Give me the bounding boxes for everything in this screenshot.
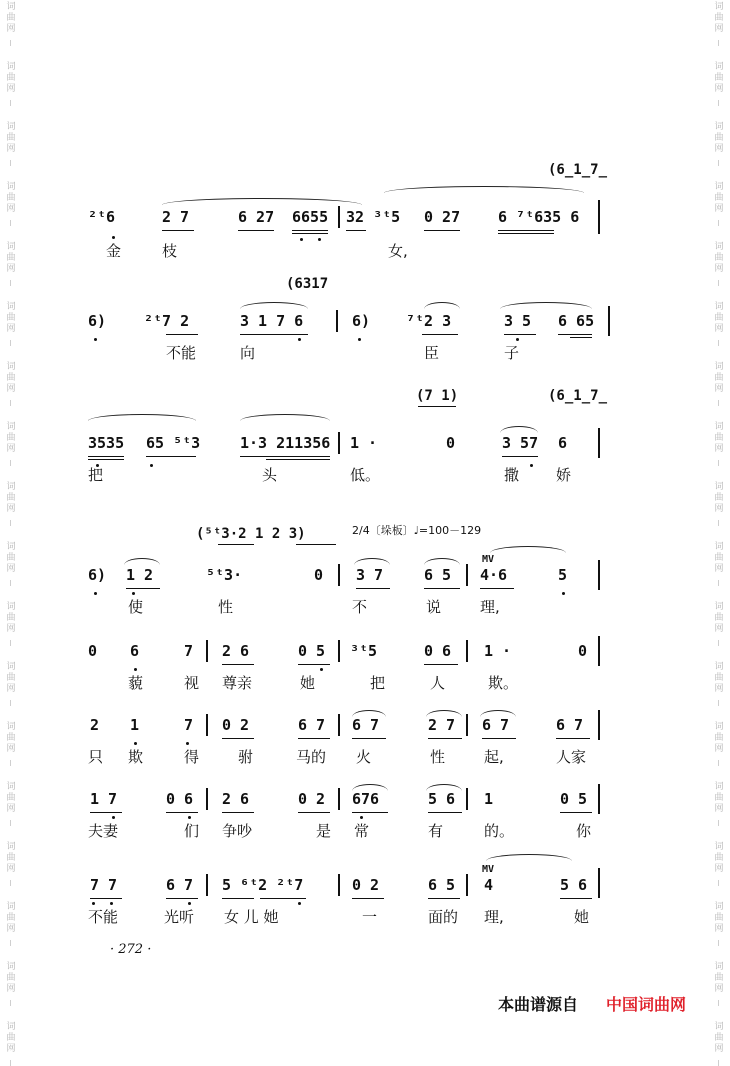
octave-dot (112, 236, 115, 239)
octave-dot (300, 238, 303, 241)
lyric: 面的 (428, 908, 459, 926)
underline (424, 588, 460, 589)
barline (598, 200, 600, 234)
score-line-1 (0, 160, 730, 260)
underline (482, 738, 516, 739)
watermark-text: 词 曲 网 (714, 482, 724, 514)
pre-figure: (6̲1̲7̲ (548, 388, 608, 404)
watermark-text: 词 曲 网 (714, 122, 724, 154)
barline (206, 640, 208, 662)
barline (466, 714, 468, 736)
watermark-text: 词 曲 网 (6, 962, 16, 994)
score-line-4 (0, 516, 730, 616)
underline (88, 459, 124, 460)
note-group: 6 65 (558, 312, 595, 330)
slur (384, 186, 584, 193)
underline (222, 738, 254, 739)
watermark-text: 词 曲 网 (6, 62, 16, 94)
note-group: 0 (88, 642, 98, 660)
underline (296, 544, 336, 545)
lyric: 是 (316, 822, 332, 840)
note-group: 3 5 (504, 312, 532, 330)
watermark-text: 词 曲 网 (714, 782, 724, 814)
barline (338, 206, 340, 228)
lyric: 她 (300, 674, 316, 692)
lyric: 说 (426, 598, 442, 616)
underline (560, 812, 592, 813)
lyric: 把 (88, 466, 104, 484)
underline (556, 738, 590, 739)
lyric: 把 (370, 674, 386, 692)
underline (558, 334, 592, 335)
underline (498, 230, 554, 231)
note-group: 6 (558, 434, 568, 452)
octave-dot (298, 902, 301, 905)
barline (338, 432, 340, 454)
lyric: 臣 (424, 344, 440, 362)
watermark-dash (718, 40, 719, 46)
lyric: 子 (504, 344, 520, 362)
underline (480, 588, 514, 589)
note-group: 6 7 (166, 876, 194, 894)
note-group: 0 (446, 434, 456, 452)
note-group: 0 (578, 642, 588, 660)
barline (598, 710, 600, 740)
watermark-dash (10, 1060, 11, 1066)
octave-dot (562, 592, 565, 595)
watermark-text: 词 曲 网 (6, 1022, 16, 1054)
lyric: 欺。 (488, 674, 519, 692)
note-group: ⁵ᵗ3· (206, 566, 243, 584)
underline (422, 334, 458, 335)
underline (238, 230, 274, 231)
note-group: 1 2 (126, 566, 154, 584)
note-group: 3535 (88, 434, 125, 452)
note-group: 5 6 (560, 876, 588, 894)
note-group: 6) (352, 312, 371, 330)
barline (338, 788, 340, 810)
note-group: 6 (130, 642, 140, 660)
note-group: 0 (314, 566, 324, 584)
pre-figure: (⁵ᵗ3·2 1 2 3) (196, 526, 306, 542)
slur (486, 854, 572, 861)
octave-dot (94, 338, 97, 341)
lyric: 尊亲 (222, 674, 253, 692)
note-group: 4 (484, 876, 494, 894)
note-group: 6 ⁷ᵗ635 6 (498, 208, 580, 226)
lyric: 视 (184, 674, 200, 692)
underline (428, 812, 462, 813)
lyric: 使 (128, 598, 144, 616)
barline (598, 868, 600, 898)
watermark-text: 词 曲 网 (714, 422, 724, 454)
barline (336, 310, 338, 332)
note-group: ³ᵗ5 (350, 642, 378, 660)
score-line-2 (0, 272, 730, 372)
barline (608, 306, 610, 336)
underline (88, 456, 124, 457)
lyric: 性 (218, 598, 234, 616)
barline (466, 640, 468, 662)
lyric: 低。 (350, 466, 381, 484)
watermark-text: 词 曲 网 (6, 242, 16, 274)
octave-dot (132, 592, 135, 595)
barline (206, 788, 208, 810)
note-group: 7 (184, 716, 194, 734)
watermark-text: 词 曲 网 (6, 362, 16, 394)
pre-figure: (6̲1̲7̲ (548, 162, 608, 178)
underline (90, 898, 122, 899)
underline (292, 230, 328, 231)
lyric: 金 (106, 242, 122, 260)
octave-dot (94, 592, 97, 595)
lyric: 人 (430, 674, 446, 692)
underline (222, 898, 254, 899)
underline (424, 664, 458, 665)
underline (222, 664, 254, 665)
watermark-text: 词 曲 网 (6, 422, 16, 454)
watermark-dash (10, 40, 11, 46)
lyric: 你 (576, 822, 592, 840)
lyric: 娇 (556, 466, 572, 484)
note-group: 3 57 (502, 434, 539, 452)
note-group: 6) (88, 312, 107, 330)
lyric: 头 (262, 466, 278, 484)
note-group: 1 (484, 790, 494, 808)
note-group: 0 5 (298, 642, 326, 660)
barline (466, 788, 468, 810)
octave-dot (110, 902, 113, 905)
lyric: 常 (354, 822, 370, 840)
note-group: 5 6 (428, 790, 456, 808)
watermark-text: 词 曲 网 (6, 722, 16, 754)
note-group: 7 7 (90, 876, 118, 894)
watermark-text: 词 曲 网 (6, 542, 16, 574)
note-group: 6 5 (424, 566, 452, 584)
watermark-text: 词 曲 网 (6, 842, 16, 874)
watermark-text: 词 曲 网 (6, 182, 16, 214)
octave-dot (320, 668, 323, 671)
note-group: 6 7 (482, 716, 510, 734)
score-line-3 (0, 384, 730, 484)
mv-mark: MV (482, 864, 495, 875)
lyric: 起, (484, 748, 504, 766)
barline (598, 560, 600, 590)
barline (598, 784, 600, 814)
underline (298, 812, 330, 813)
lyric: 枝 (162, 242, 178, 260)
watermark-text: 词 曲 网 (714, 182, 724, 214)
underline (166, 334, 198, 335)
octave-dot (360, 816, 363, 819)
slur (124, 558, 160, 565)
note-group: 7 (184, 642, 194, 660)
underline (570, 337, 592, 338)
octave-dot (188, 902, 191, 905)
lyric: 撒 (504, 466, 520, 484)
barline (598, 428, 600, 458)
watermark-text: 词 曲 网 (6, 302, 16, 334)
footer-source-label: 本曲谱源自 (498, 995, 579, 1014)
octave-dot (134, 742, 137, 745)
note-group: 0 2 (222, 716, 250, 734)
underline (266, 459, 330, 460)
underline (428, 738, 462, 739)
watermark-text: 词 曲 网 (6, 2, 16, 34)
slur (240, 302, 308, 309)
note-group: 0 27 (424, 208, 461, 226)
underline (146, 456, 196, 457)
note-group: 4·6 (480, 566, 508, 584)
barline (466, 564, 468, 586)
underline (90, 812, 122, 813)
watermark-text: 词 曲 网 (6, 122, 16, 154)
note-group: ⁷ᵗ2 3 (406, 312, 452, 330)
watermark-text: 词 曲 网 (714, 1022, 724, 1054)
lyric: 理, (480, 598, 500, 616)
watermark-dash (718, 1000, 719, 1006)
underline (424, 230, 460, 231)
watermark-text: 词 曲 网 (714, 602, 724, 634)
octave-dot (358, 338, 361, 341)
underline (418, 406, 456, 407)
barline (206, 874, 208, 896)
page-number: · 272 · (110, 942, 152, 957)
note-group: 0 2 (298, 790, 326, 808)
pre-figure: (7 1) (416, 388, 459, 404)
lyric: 只 (88, 748, 104, 766)
underline (560, 898, 592, 899)
barline (206, 714, 208, 736)
underline (298, 664, 330, 665)
note-group: 2 7 (162, 208, 190, 226)
note-group: 6 7 (556, 716, 584, 734)
lyric: 不能 (88, 908, 119, 926)
watermark-text: 词 曲 网 (714, 362, 724, 394)
watermark-text: 词 曲 网 (714, 242, 724, 274)
watermark-text: 词 曲 网 (714, 722, 724, 754)
lyric: 火 (356, 748, 372, 766)
watermark-text: 词 曲 网 (714, 542, 724, 574)
lyric: 性 (430, 748, 446, 766)
lyric: 夫妻 (88, 822, 119, 840)
barline (338, 640, 340, 662)
barline (466, 874, 468, 896)
underline (222, 812, 254, 813)
score-line-7 (0, 778, 730, 848)
score-line-6 (0, 704, 730, 774)
underline (260, 898, 306, 899)
note-group: 1 · (350, 434, 378, 452)
octave-dot (112, 816, 115, 819)
lyric: 光听 (164, 908, 195, 926)
note-group: 32 ³ᵗ5 (346, 208, 401, 226)
octave-dot (188, 816, 191, 819)
underline (352, 738, 386, 739)
watermark-dash (718, 940, 719, 946)
tempo-marking: 2/4〔垛板〕♩=100－129 (352, 524, 482, 537)
note-group: 6) (88, 566, 107, 584)
lyric: 向 (240, 344, 256, 362)
note-group: 6655 (292, 208, 329, 226)
watermark-text: 词 曲 网 (714, 2, 724, 34)
lyric: 的。 (484, 822, 515, 840)
note-group: 1 7 (90, 790, 118, 808)
watermark-dash (718, 1060, 719, 1066)
slur (424, 302, 460, 309)
underline (240, 334, 308, 335)
lyric: 马的 (296, 748, 327, 766)
underline (162, 230, 194, 231)
underline (502, 456, 538, 457)
lyric: 一 (362, 908, 378, 926)
note-group: 0 6 (166, 790, 194, 808)
note-group: 1 (130, 716, 140, 734)
slur (88, 414, 196, 421)
note-group: 2 6 (222, 642, 250, 660)
note-group: 0 2 (352, 876, 380, 894)
note-group: 5 ⁶ᵗ2 ²ᵗ7 (222, 876, 304, 894)
underline (166, 898, 198, 899)
lyric: 藐 (128, 674, 144, 692)
slur (490, 546, 566, 553)
note-group: 0 5 (560, 790, 588, 808)
lyric: 理, (484, 908, 504, 926)
lyric: 欺 (128, 748, 144, 766)
underline (292, 233, 328, 234)
underline (352, 898, 384, 899)
underline (352, 812, 388, 813)
watermark-text: 词 曲 网 (6, 482, 16, 514)
note-group: 6 7 (298, 716, 326, 734)
note-group: 1 · (484, 642, 512, 660)
octave-dot (530, 464, 533, 467)
watermark-text: 词 曲 网 (714, 662, 724, 694)
slur (162, 198, 362, 205)
note-group: 2 6 (222, 790, 250, 808)
note-group: 5 (558, 566, 568, 584)
note-group: 2 7 (428, 716, 456, 734)
note-group: 6 27 (238, 208, 275, 226)
note-group: ²ᵗ6 (88, 208, 116, 226)
lyric: 不 (352, 598, 368, 616)
watermark-dash (10, 940, 11, 946)
note-group: 6 5 (428, 876, 456, 894)
barline (338, 564, 340, 586)
lyric: 争吵 (222, 822, 253, 840)
note-group: 3 1 7 6 (240, 312, 304, 330)
slur (240, 414, 330, 421)
note-group: ²ᵗ7 2 (144, 312, 190, 330)
lyric: 人家 (556, 748, 587, 766)
watermark-dash (10, 100, 11, 106)
underline (166, 812, 198, 813)
barline (338, 714, 340, 736)
note-group: 2 (90, 716, 100, 734)
underline (428, 898, 460, 899)
note-group: 65 ⁵ᵗ3 (146, 434, 201, 452)
slur (424, 558, 460, 565)
lyric: 驸 (238, 748, 254, 766)
lyric: 她 (574, 908, 590, 926)
octave-dot (186, 742, 189, 745)
note-group: 3 7 (356, 566, 384, 584)
note-group: 6 7 (352, 716, 380, 734)
lyric: 女, (388, 242, 408, 260)
mv-mark: MV (482, 554, 495, 565)
octave-dot (298, 338, 301, 341)
lyric: 不能 (166, 344, 197, 362)
octave-dot (92, 902, 95, 905)
underline (240, 456, 330, 457)
watermark-dash (718, 100, 719, 106)
watermark-text: 词 曲 网 (714, 962, 724, 994)
watermark-text: 词 曲 网 (714, 62, 724, 94)
slur (500, 302, 592, 309)
slur (354, 558, 390, 565)
slur (500, 426, 538, 433)
pre-figure: (6317 (286, 276, 329, 292)
watermark-text: 词 曲 网 (6, 662, 16, 694)
footer-site-link[interactable]: 中国词曲网 (606, 995, 687, 1014)
watermark-text: 词 曲 网 (714, 302, 724, 334)
note-group: 676 (352, 790, 380, 808)
watermark-text: 词 曲 网 (714, 902, 724, 934)
note-group: 1·3 211356 (240, 434, 331, 452)
score-line-8 (0, 852, 730, 932)
octave-dot (516, 338, 519, 341)
octave-dot (134, 668, 137, 671)
note-group: 0 6 (424, 642, 452, 660)
underline (504, 334, 536, 335)
lyric: 女 儿 她 (224, 908, 279, 926)
barline (338, 874, 340, 896)
lyric: 们 (184, 822, 200, 840)
underline (298, 738, 330, 739)
watermark-text: 词 曲 网 (6, 602, 16, 634)
octave-dot (318, 238, 321, 241)
underline (218, 544, 254, 545)
underline (126, 588, 160, 589)
octave-dot (150, 464, 153, 467)
underline (498, 233, 554, 234)
lyric: 有 (428, 822, 444, 840)
watermark-text: 词 曲 网 (6, 902, 16, 934)
underline (356, 588, 390, 589)
watermark-text: 词 曲 网 (6, 782, 16, 814)
watermark-text: 词 曲 网 (714, 842, 724, 874)
score-line-5 (0, 630, 730, 700)
lyric: 得 (184, 748, 200, 766)
barline (598, 636, 600, 666)
underline (346, 230, 366, 231)
watermark-dash (10, 1000, 11, 1006)
